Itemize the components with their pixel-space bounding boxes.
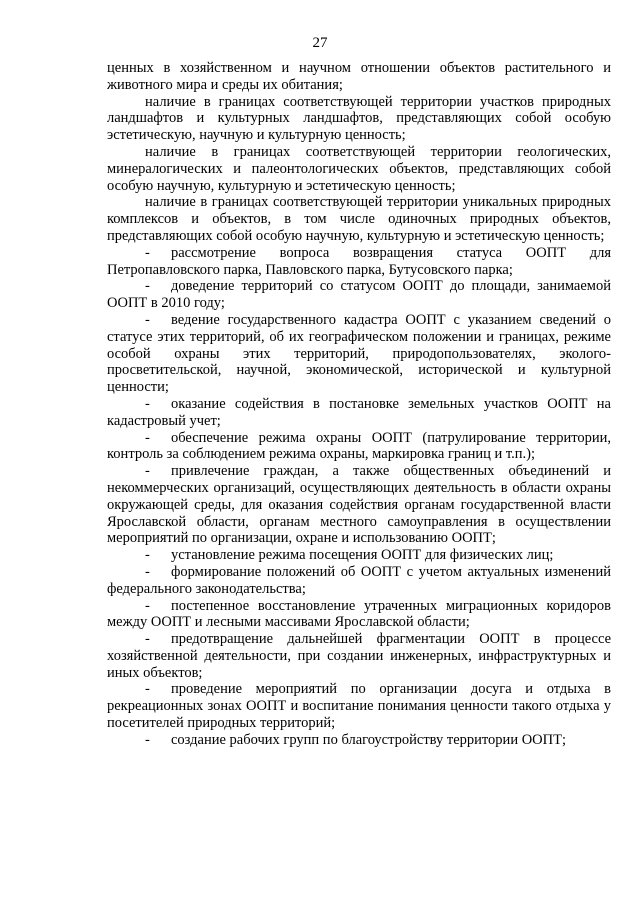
list-item	[107, 245, 611, 279]
list-item-text: проведение мероприятий по организации досуга и отдыха в рекреационных зонах ООПТ и воспитание понимания ценности такого отдыха у посетителей природных территорий;	[107, 681, 611, 732]
list-item	[107, 631, 611, 681]
list-item	[107, 463, 611, 547]
list-item-text: предотвращение дальнейшей фрагментации ООПТ в процессе хозяйственной деятельности, при создании инженерных, инфраструктурных и иных объектов;	[107, 631, 611, 681]
list-dash: -	[145, 395, 150, 412]
list-dash: -	[145, 463, 150, 480]
list-item	[107, 430, 611, 464]
list-dash: -	[145, 731, 150, 748]
list-item	[107, 547, 611, 564]
paragraph: наличие в границах соответствующей территории участков природных ландшафтов и культурных ландшафтов, представляющих собой особую эстетическую, научную и культурную ценность;	[107, 93, 611, 144]
list-dash: -	[145, 547, 150, 564]
list-item-text: рассмотрение вопроса возвращения статуса ООПТ для Петропавловского парка, Павловского парка, Бутусовского парка;	[107, 244, 611, 278]
list-item	[107, 312, 611, 396]
list-dash: -	[145, 631, 150, 648]
list-item-text: доведение территорий со статусом ООПТ до площади, занимаемой ООПТ в 2010 году;	[107, 278, 611, 312]
list-dash: -	[145, 429, 150, 446]
list-item-text: формирование положений об ООПТ с учетом актуальных изменений федерального законодательства;	[107, 563, 611, 597]
list-item	[107, 278, 611, 312]
list-item	[107, 598, 611, 632]
document-body	[107, 60, 611, 749]
list-dash: -	[145, 681, 150, 698]
list-item	[107, 396, 611, 430]
list-dash: -	[145, 244, 150, 261]
list-dash: -	[145, 278, 150, 295]
paragraph: наличие в границах соответствующей территории уникальных природных комплексов и объектов, в том числе одиночных природных объектов, представляющих собой особую научную, культурную и эстетическую ценность;	[107, 194, 611, 244]
list-dash: -	[145, 597, 150, 614]
list-item-text: постепенное восстановление утраченных миграционных коридоров между ООПТ и лесными массивами Ярославской области;	[107, 597, 611, 631]
paragraph: наличие в границах соответствующей территории геологических, минералогических и палеонтологических объектов, представляющих собой особую научную, культурную и эстетическую ценность;	[107, 143, 611, 194]
list-item-text: создание рабочих групп по благоустройству территории ООПТ;	[171, 731, 566, 748]
list-item-text: ведение государственного кадастра ООПТ с указанием сведений о статусе этих территорий, об их географическом положении и границах, режиме особой охраны этих территорий, природопользователях, эколого-просветительской, научной, экономической, исторической и культурной ценности;	[107, 311, 611, 396]
list-item-text: привлечение граждан, а также общественных объединений и некоммерческих организаций, осуществляющих деятельность в области охраны окружающей среды, для оказания содействия органам государственной власти Ярославской области, органам местного самоуправления в осуществлении мероприятий по организации, охране и использованию ООПТ;	[107, 463, 611, 547]
list-dash: -	[145, 563, 150, 580]
list-dash: -	[145, 311, 150, 328]
list-item	[107, 732, 611, 749]
list-item-text: оказание содействия в постановке земельных участков ООПТ на кадастровый учет;	[107, 395, 611, 429]
list-item-text: обеспечение режима охраны ООПТ (патрулирование территории, контроль за соблюдением режима охраны, маркировка границ и т.п.);	[107, 429, 611, 463]
page-number: 27	[312, 35, 328, 51]
paragraph: ценных в хозяйственном и научном отношении объектов растительного и животного мира и среды их обитания;	[107, 60, 611, 93]
list-item-text: установление режима посещения ООПТ для физических лиц;	[171, 547, 554, 564]
list-item	[107, 564, 611, 598]
list-item	[107, 681, 611, 731]
